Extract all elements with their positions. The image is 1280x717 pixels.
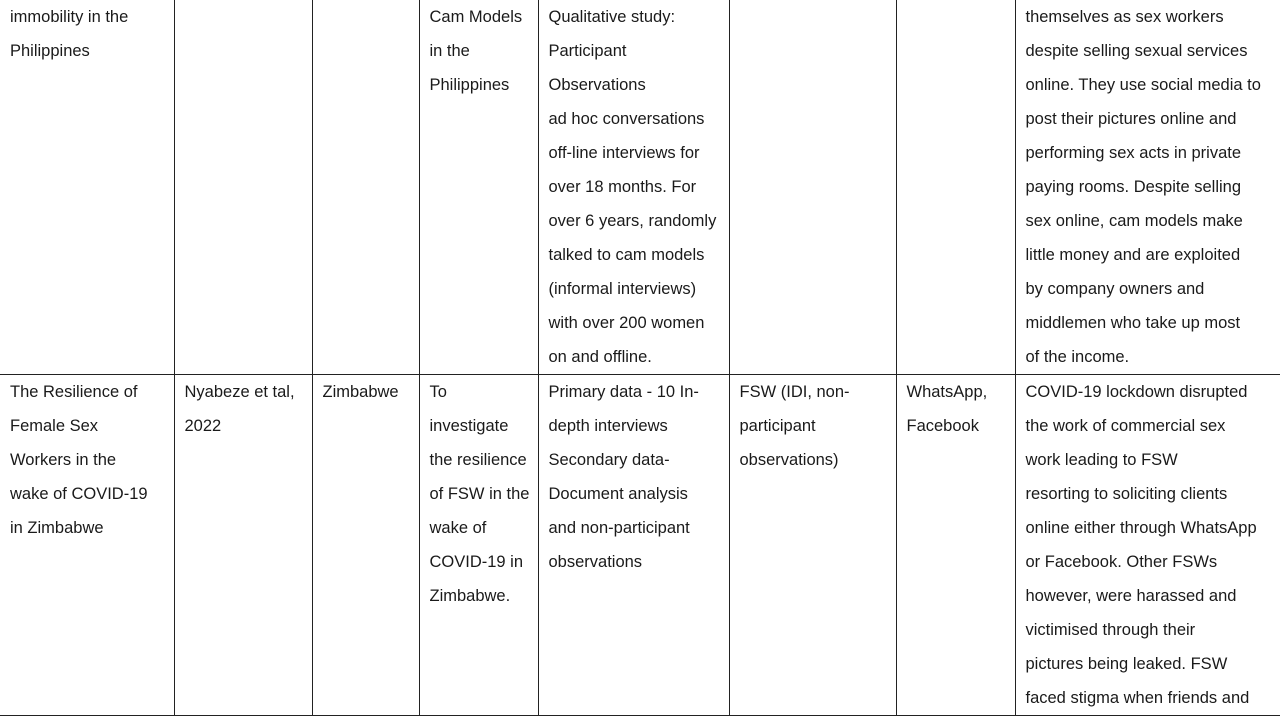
study-title-cell: The Resilience of Female Sex Workers in the wake of COVID-19 in Zimbabwe: [0, 375, 174, 716]
platform-cell: WhatsApp, Facebook: [896, 375, 1015, 716]
participants-cell: FSW (IDI, non- participant observations): [729, 375, 896, 716]
authors-cell: [174, 0, 312, 375]
country-cell: Zimbabwe: [312, 375, 419, 716]
platform-cell: [896, 0, 1015, 375]
objective-cell: To investigate the resilience of FSW in the wake of COVID-19 in Zimbabwe.: [419, 375, 538, 716]
findings-cell: themselves as sex workers despite selling sexual services online. They use social media to post their pictures online and performing sex acts in private paying rooms. Despite selling sex online, cam models make little money and are exploited by company owners and middlemen who take up most of the income.: [1015, 0, 1280, 375]
methods-cell: Qualitative study: Participant Observations ad hoc conversations off-line interviews for over 18 months. For over 6 years, randomly talked to cam models (informal interviews) with over 200 women on and offline.: [538, 0, 729, 375]
study-title-cell: immobility in the Philippines: [0, 0, 174, 375]
participants-cell: [729, 0, 896, 375]
table-row: [0, 375, 1280, 716]
country-cell: [312, 0, 419, 375]
objective-cell: Cam Models in the Philippines: [419, 0, 538, 375]
methods-cell: Primary data - 10 In- depth interviews Secondary data- Document analysis and non-participant observations: [538, 375, 729, 716]
findings-cell: COVID-19 lockdown disrupted the work of commercial sex work leading to FSW resorting to soliciting clients online either through WhatsApp or Facebook. Other FSWs however, were harassed and victimised through their pictures being leaked. FSW faced stigma when friends and: [1015, 375, 1280, 716]
authors-cell: Nyabeze et tal, 2022: [174, 375, 312, 716]
